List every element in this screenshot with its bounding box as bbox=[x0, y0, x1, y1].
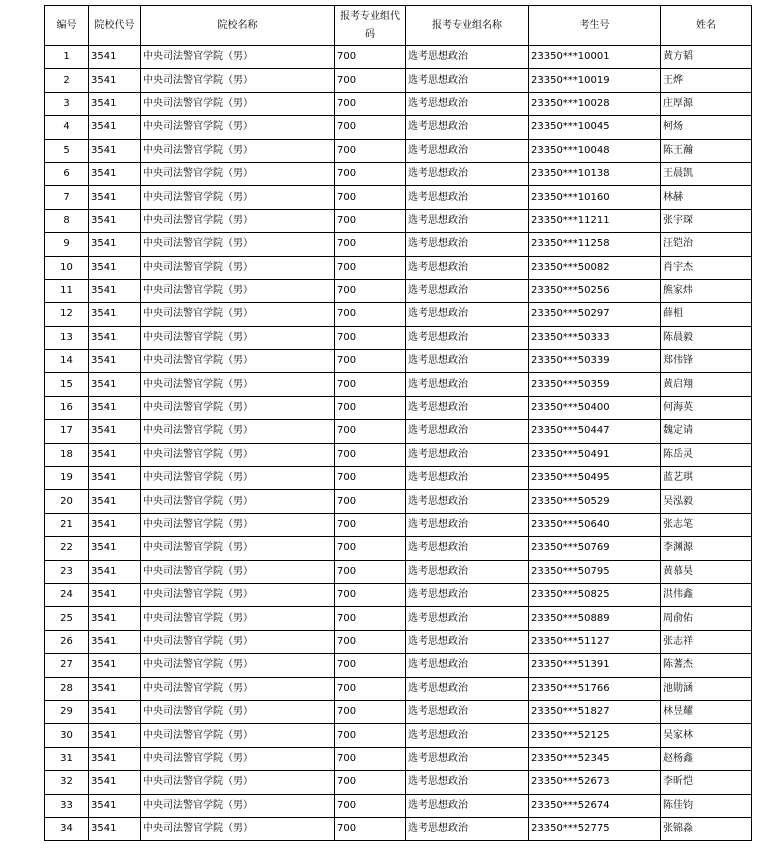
cell-student-name: 熊家炜 bbox=[661, 279, 752, 302]
cell-school-code: 3541 bbox=[89, 654, 141, 677]
cell-exam-number: 23350***50640 bbox=[529, 513, 661, 536]
cell-group-code: 700 bbox=[335, 303, 406, 326]
cell-group-name: 选考思想政治 bbox=[406, 654, 529, 677]
header-row bbox=[45, 6, 752, 46]
cell-school-code: 3541 bbox=[89, 69, 141, 92]
cell-group-name: 选考思想政治 bbox=[406, 233, 529, 256]
table-row bbox=[45, 233, 752, 256]
cell-exam-number: 23350***50889 bbox=[529, 607, 661, 630]
cell-group-name: 选考思想政治 bbox=[406, 817, 529, 840]
cell-group-code: 700 bbox=[335, 443, 406, 466]
cell-student-name: 周俞佑 bbox=[661, 607, 752, 630]
cell-school-name: 中央司法警官学院（男） bbox=[141, 92, 335, 115]
cell-school-name: 中央司法警官学院（男） bbox=[141, 279, 335, 302]
cell-group-code: 700 bbox=[335, 560, 406, 583]
table-row bbox=[45, 817, 752, 840]
table-row bbox=[45, 794, 752, 817]
cell-group-name: 选考思想政治 bbox=[406, 537, 529, 560]
cell-index: 18 bbox=[45, 443, 89, 466]
cell-group-name: 选考思想政治 bbox=[406, 186, 529, 209]
cell-school-code: 3541 bbox=[89, 537, 141, 560]
cell-school-name: 中央司法警官学院（男） bbox=[141, 817, 335, 840]
header-group-code: 报考专业组代码 bbox=[335, 6, 406, 46]
cell-school-name: 中央司法警官学院（男） bbox=[141, 116, 335, 139]
cell-exam-number: 23350***51827 bbox=[529, 700, 661, 723]
cell-exam-number: 23350***50400 bbox=[529, 396, 661, 419]
cell-group-name: 选考思想政治 bbox=[406, 279, 529, 302]
cell-index: 28 bbox=[45, 677, 89, 700]
cell-exam-number: 23350***50825 bbox=[529, 583, 661, 606]
cell-school-name: 中央司法警官学院（男） bbox=[141, 303, 335, 326]
cell-school-code: 3541 bbox=[89, 279, 141, 302]
cell-group-name: 选考思想政治 bbox=[406, 46, 529, 69]
cell-school-code: 3541 bbox=[89, 771, 141, 794]
cell-index: 17 bbox=[45, 420, 89, 443]
cell-student-name: 王烨 bbox=[661, 69, 752, 92]
table-header bbox=[45, 6, 752, 46]
cell-exam-number: 23350***10160 bbox=[529, 186, 661, 209]
cell-exam-number: 23350***50359 bbox=[529, 373, 661, 396]
cell-exam-number: 23350***11211 bbox=[529, 209, 661, 232]
table-row bbox=[45, 186, 752, 209]
cell-exam-number: 23350***10138 bbox=[529, 162, 661, 185]
cell-group-name: 选考思想政治 bbox=[406, 396, 529, 419]
cell-exam-number: 23350***50495 bbox=[529, 467, 661, 490]
cell-school-code: 3541 bbox=[89, 139, 141, 162]
cell-school-name: 中央司法警官学院（男） bbox=[141, 513, 335, 536]
header-school-code: 院校代号 bbox=[89, 6, 141, 46]
cell-student-name: 张锦淼 bbox=[661, 817, 752, 840]
table-row bbox=[45, 209, 752, 232]
cell-student-name: 陈岳灵 bbox=[661, 443, 752, 466]
cell-index: 21 bbox=[45, 513, 89, 536]
cell-school-code: 3541 bbox=[89, 186, 141, 209]
cell-student-name: 吴家林 bbox=[661, 724, 752, 747]
table-body bbox=[45, 46, 752, 841]
cell-exam-number: 23350***50491 bbox=[529, 443, 661, 466]
cell-school-name: 中央司法警官学院（男） bbox=[141, 583, 335, 606]
cell-school-name: 中央司法警官学院（男） bbox=[141, 396, 335, 419]
cell-group-code: 700 bbox=[335, 794, 406, 817]
cell-school-code: 3541 bbox=[89, 724, 141, 747]
cell-index: 26 bbox=[45, 630, 89, 653]
cell-exam-number: 23350***51391 bbox=[529, 654, 661, 677]
cell-group-name: 选考思想政治 bbox=[406, 630, 529, 653]
header-group-name: 报考专业组名称 bbox=[406, 6, 529, 46]
cell-school-name: 中央司法警官学院（男） bbox=[141, 256, 335, 279]
cell-index: 20 bbox=[45, 490, 89, 513]
table-row bbox=[45, 490, 752, 513]
cell-school-name: 中央司法警官学院（男） bbox=[141, 420, 335, 443]
cell-student-name: 庄厚源 bbox=[661, 92, 752, 115]
cell-index: 32 bbox=[45, 771, 89, 794]
cell-exam-number: 23350***50256 bbox=[529, 279, 661, 302]
table-row bbox=[45, 513, 752, 536]
cell-exam-number: 23350***50297 bbox=[529, 303, 661, 326]
table-row bbox=[45, 537, 752, 560]
cell-group-name: 选考思想政治 bbox=[406, 560, 529, 583]
cell-exam-number: 23350***50529 bbox=[529, 490, 661, 513]
cell-student-name: 蓝艺琪 bbox=[661, 467, 752, 490]
cell-group-name: 选考思想政治 bbox=[406, 513, 529, 536]
cell-group-code: 700 bbox=[335, 467, 406, 490]
cell-exam-number: 23350***10045 bbox=[529, 116, 661, 139]
cell-student-name: 林赫 bbox=[661, 186, 752, 209]
table-row bbox=[45, 443, 752, 466]
cell-index: 11 bbox=[45, 279, 89, 302]
cell-school-code: 3541 bbox=[89, 233, 141, 256]
cell-exam-number: 23350***52673 bbox=[529, 771, 661, 794]
cell-exam-number: 23350***11258 bbox=[529, 233, 661, 256]
cell-school-name: 中央司法警官学院（男） bbox=[141, 350, 335, 373]
cell-group-code: 700 bbox=[335, 630, 406, 653]
table-row bbox=[45, 607, 752, 630]
table-row bbox=[45, 139, 752, 162]
cell-school-name: 中央司法警官学院（男） bbox=[141, 771, 335, 794]
cell-school-name: 中央司法警官学院（男） bbox=[141, 607, 335, 630]
cell-school-code: 3541 bbox=[89, 116, 141, 139]
cell-group-name: 选考思想政治 bbox=[406, 607, 529, 630]
cell-school-name: 中央司法警官学院（男） bbox=[141, 162, 335, 185]
cell-exam-number: 23350***52125 bbox=[529, 724, 661, 747]
cell-group-name: 选考思想政治 bbox=[406, 700, 529, 723]
cell-index: 2 bbox=[45, 69, 89, 92]
cell-group-name: 选考思想政治 bbox=[406, 724, 529, 747]
table-row bbox=[45, 724, 752, 747]
table-row bbox=[45, 116, 752, 139]
cell-group-name: 选考思想政治 bbox=[406, 677, 529, 700]
cell-student-name: 张志祥 bbox=[661, 630, 752, 653]
table-row bbox=[45, 162, 752, 185]
cell-index: 16 bbox=[45, 396, 89, 419]
cell-index: 7 bbox=[45, 186, 89, 209]
cell-index: 24 bbox=[45, 583, 89, 606]
table-row bbox=[45, 396, 752, 419]
cell-index: 25 bbox=[45, 607, 89, 630]
cell-exam-number: 23350***50447 bbox=[529, 420, 661, 443]
cell-exam-number: 23350***52674 bbox=[529, 794, 661, 817]
cell-school-code: 3541 bbox=[89, 350, 141, 373]
table-row bbox=[45, 677, 752, 700]
cell-school-name: 中央司法警官学院（男） bbox=[141, 69, 335, 92]
cell-index: 5 bbox=[45, 139, 89, 162]
cell-group-name: 选考思想政治 bbox=[406, 443, 529, 466]
admission-table bbox=[44, 5, 752, 841]
cell-student-name: 陈佳钧 bbox=[661, 794, 752, 817]
cell-group-name: 选考思想政治 bbox=[406, 326, 529, 349]
cell-index: 10 bbox=[45, 256, 89, 279]
cell-index: 34 bbox=[45, 817, 89, 840]
table-row bbox=[45, 700, 752, 723]
table-row bbox=[45, 583, 752, 606]
cell-school-code: 3541 bbox=[89, 256, 141, 279]
cell-school-code: 3541 bbox=[89, 607, 141, 630]
cell-group-name: 选考思想政治 bbox=[406, 747, 529, 770]
cell-group-code: 700 bbox=[335, 817, 406, 840]
cell-school-code: 3541 bbox=[89, 630, 141, 653]
cell-group-name: 选考思想政治 bbox=[406, 116, 529, 139]
cell-school-code: 3541 bbox=[89, 583, 141, 606]
cell-group-code: 700 bbox=[335, 724, 406, 747]
table-row bbox=[45, 467, 752, 490]
cell-group-code: 700 bbox=[335, 162, 406, 185]
cell-index: 33 bbox=[45, 794, 89, 817]
cell-student-name: 何海英 bbox=[661, 396, 752, 419]
table-row bbox=[45, 350, 752, 373]
cell-student-name: 黄慕昊 bbox=[661, 560, 752, 583]
cell-student-name: 陈王瀚 bbox=[661, 139, 752, 162]
cell-student-name: 陈蓍杰 bbox=[661, 654, 752, 677]
cell-student-name: 林昱耀 bbox=[661, 700, 752, 723]
cell-student-name: 黄方韬 bbox=[661, 46, 752, 69]
cell-group-name: 选考思想政治 bbox=[406, 467, 529, 490]
cell-exam-number: 23350***50769 bbox=[529, 537, 661, 560]
cell-group-code: 700 bbox=[335, 256, 406, 279]
cell-exam-number: 23350***50082 bbox=[529, 256, 661, 279]
cell-index: 4 bbox=[45, 116, 89, 139]
cell-school-code: 3541 bbox=[89, 443, 141, 466]
cell-school-name: 中央司法警官学院（男） bbox=[141, 46, 335, 69]
cell-school-name: 中央司法警官学院（男） bbox=[141, 654, 335, 677]
cell-group-name: 选考思想政治 bbox=[406, 303, 529, 326]
header-school-name: 院校名称 bbox=[141, 6, 335, 46]
cell-group-code: 700 bbox=[335, 537, 406, 560]
cell-group-code: 700 bbox=[335, 233, 406, 256]
cell-school-name: 中央司法警官学院（男） bbox=[141, 747, 335, 770]
cell-index: 1 bbox=[45, 46, 89, 69]
cell-school-name: 中央司法警官学院（男） bbox=[141, 630, 335, 653]
cell-school-code: 3541 bbox=[89, 303, 141, 326]
cell-group-code: 700 bbox=[335, 420, 406, 443]
cell-school-code: 3541 bbox=[89, 560, 141, 583]
cell-student-name: 魏定请 bbox=[661, 420, 752, 443]
admission-list bbox=[44, 5, 752, 841]
cell-school-code: 3541 bbox=[89, 490, 141, 513]
cell-student-name: 柯炀 bbox=[661, 116, 752, 139]
cell-exam-number: 23350***50795 bbox=[529, 560, 661, 583]
table-row bbox=[45, 630, 752, 653]
cell-student-name: 张宇琛 bbox=[661, 209, 752, 232]
cell-group-name: 选考思想政治 bbox=[406, 583, 529, 606]
cell-school-name: 中央司法警官学院（男） bbox=[141, 139, 335, 162]
cell-school-name: 中央司法警官学院（男） bbox=[141, 677, 335, 700]
cell-student-name: 肖宇杰 bbox=[661, 256, 752, 279]
cell-group-name: 选考思想政治 bbox=[406, 490, 529, 513]
cell-student-name: 池勋涵 bbox=[661, 677, 752, 700]
cell-exam-number: 23350***10001 bbox=[529, 46, 661, 69]
cell-group-code: 700 bbox=[335, 700, 406, 723]
table-row bbox=[45, 303, 752, 326]
cell-exam-number: 23350***51127 bbox=[529, 630, 661, 653]
cell-exam-number: 23350***10019 bbox=[529, 69, 661, 92]
cell-index: 8 bbox=[45, 209, 89, 232]
cell-group-code: 700 bbox=[335, 279, 406, 302]
cell-school-name: 中央司法警官学院（男） bbox=[141, 724, 335, 747]
table-row bbox=[45, 256, 752, 279]
cell-school-code: 3541 bbox=[89, 46, 141, 69]
cell-student-name: 吴泓毅 bbox=[661, 490, 752, 513]
cell-student-name: 赵杨鑫 bbox=[661, 747, 752, 770]
cell-index: 27 bbox=[45, 654, 89, 677]
table-row bbox=[45, 69, 752, 92]
cell-index: 9 bbox=[45, 233, 89, 256]
cell-exam-number: 23350***10028 bbox=[529, 92, 661, 115]
cell-group-code: 700 bbox=[335, 350, 406, 373]
cell-school-code: 3541 bbox=[89, 513, 141, 536]
table-row bbox=[45, 373, 752, 396]
cell-index: 30 bbox=[45, 724, 89, 747]
table-row bbox=[45, 326, 752, 349]
cell-group-code: 700 bbox=[335, 607, 406, 630]
cell-index: 12 bbox=[45, 303, 89, 326]
cell-group-code: 700 bbox=[335, 583, 406, 606]
cell-group-code: 700 bbox=[335, 186, 406, 209]
cell-exam-number: 23350***50339 bbox=[529, 350, 661, 373]
cell-school-name: 中央司法警官学院（男） bbox=[141, 443, 335, 466]
cell-index: 22 bbox=[45, 537, 89, 560]
cell-group-name: 选考思想政治 bbox=[406, 256, 529, 279]
header-index: 编号 bbox=[45, 6, 89, 46]
cell-school-name: 中央司法警官学院（男） bbox=[141, 467, 335, 490]
cell-school-name: 中央司法警官学院（男） bbox=[141, 490, 335, 513]
cell-student-name: 洪伟鑫 bbox=[661, 583, 752, 606]
cell-school-name: 中央司法警官学院（男） bbox=[141, 233, 335, 256]
header-student-name: 姓名 bbox=[661, 6, 752, 46]
cell-index: 14 bbox=[45, 350, 89, 373]
cell-index: 6 bbox=[45, 162, 89, 185]
cell-index: 23 bbox=[45, 560, 89, 583]
cell-exam-number: 23350***52775 bbox=[529, 817, 661, 840]
cell-student-name: 王晨凯 bbox=[661, 162, 752, 185]
cell-school-name: 中央司法警官学院（男） bbox=[141, 794, 335, 817]
cell-school-name: 中央司法警官学院（男） bbox=[141, 186, 335, 209]
cell-school-code: 3541 bbox=[89, 420, 141, 443]
cell-group-name: 选考思想政治 bbox=[406, 350, 529, 373]
table-row bbox=[45, 46, 752, 69]
cell-group-name: 选考思想政治 bbox=[406, 69, 529, 92]
cell-student-name: 张志笔 bbox=[661, 513, 752, 536]
cell-group-code: 700 bbox=[335, 116, 406, 139]
table-row bbox=[45, 654, 752, 677]
cell-student-name: 郑伟锋 bbox=[661, 350, 752, 373]
cell-school-code: 3541 bbox=[89, 747, 141, 770]
cell-school-code: 3541 bbox=[89, 794, 141, 817]
cell-school-code: 3541 bbox=[89, 396, 141, 419]
cell-group-code: 700 bbox=[335, 490, 406, 513]
cell-index: 19 bbox=[45, 467, 89, 490]
table-row bbox=[45, 771, 752, 794]
cell-group-code: 700 bbox=[335, 513, 406, 536]
cell-school-code: 3541 bbox=[89, 817, 141, 840]
cell-group-name: 选考思想政治 bbox=[406, 420, 529, 443]
cell-school-code: 3541 bbox=[89, 373, 141, 396]
cell-group-code: 700 bbox=[335, 771, 406, 794]
cell-school-code: 3541 bbox=[89, 162, 141, 185]
cell-school-name: 中央司法警官学院（男） bbox=[141, 326, 335, 349]
cell-school-name: 中央司法警官学院（男） bbox=[141, 209, 335, 232]
cell-group-name: 选考思想政治 bbox=[406, 139, 529, 162]
cell-group-name: 选考思想政治 bbox=[406, 92, 529, 115]
header-exam-number: 考生号 bbox=[529, 6, 661, 46]
cell-school-code: 3541 bbox=[89, 209, 141, 232]
cell-group-code: 700 bbox=[335, 373, 406, 396]
cell-group-code: 700 bbox=[335, 677, 406, 700]
cell-student-name: 李渊源 bbox=[661, 537, 752, 560]
cell-group-code: 700 bbox=[335, 92, 406, 115]
cell-school-code: 3541 bbox=[89, 677, 141, 700]
cell-index: 29 bbox=[45, 700, 89, 723]
cell-exam-number: 23350***52345 bbox=[529, 747, 661, 770]
cell-group-code: 700 bbox=[335, 654, 406, 677]
cell-student-name: 黄启翔 bbox=[661, 373, 752, 396]
cell-student-name: 陈晨毅 bbox=[661, 326, 752, 349]
cell-group-name: 选考思想政治 bbox=[406, 373, 529, 396]
cell-group-name: 选考思想政治 bbox=[406, 209, 529, 232]
table-row bbox=[45, 279, 752, 302]
table-row bbox=[45, 420, 752, 443]
cell-index: 3 bbox=[45, 92, 89, 115]
cell-exam-number: 23350***51766 bbox=[529, 677, 661, 700]
cell-index: 13 bbox=[45, 326, 89, 349]
cell-group-code: 700 bbox=[335, 396, 406, 419]
cell-school-name: 中央司法警官学院（男） bbox=[141, 700, 335, 723]
cell-index: 15 bbox=[45, 373, 89, 396]
cell-school-code: 3541 bbox=[89, 467, 141, 490]
cell-group-name: 选考思想政治 bbox=[406, 794, 529, 817]
cell-school-code: 3541 bbox=[89, 700, 141, 723]
table-row bbox=[45, 92, 752, 115]
cell-group-code: 700 bbox=[335, 747, 406, 770]
cell-group-code: 700 bbox=[335, 46, 406, 69]
cell-student-name: 汪铠治 bbox=[661, 233, 752, 256]
table-row bbox=[45, 560, 752, 583]
cell-group-name: 选考思想政治 bbox=[406, 162, 529, 185]
cell-group-name: 选考思想政治 bbox=[406, 771, 529, 794]
cell-group-code: 700 bbox=[335, 209, 406, 232]
cell-school-code: 3541 bbox=[89, 326, 141, 349]
cell-student-name: 薛柤 bbox=[661, 303, 752, 326]
cell-exam-number: 23350***10048 bbox=[529, 139, 661, 162]
cell-school-name: 中央司法警官学院（男） bbox=[141, 560, 335, 583]
cell-student-name: 李昕恺 bbox=[661, 771, 752, 794]
cell-group-code: 700 bbox=[335, 69, 406, 92]
cell-school-name: 中央司法警官学院（男） bbox=[141, 537, 335, 560]
cell-group-code: 700 bbox=[335, 326, 406, 349]
cell-index: 31 bbox=[45, 747, 89, 770]
cell-group-code: 700 bbox=[335, 139, 406, 162]
cell-school-name: 中央司法警官学院（男） bbox=[141, 373, 335, 396]
table-row bbox=[45, 747, 752, 770]
cell-exam-number: 23350***50333 bbox=[529, 326, 661, 349]
cell-school-code: 3541 bbox=[89, 92, 141, 115]
